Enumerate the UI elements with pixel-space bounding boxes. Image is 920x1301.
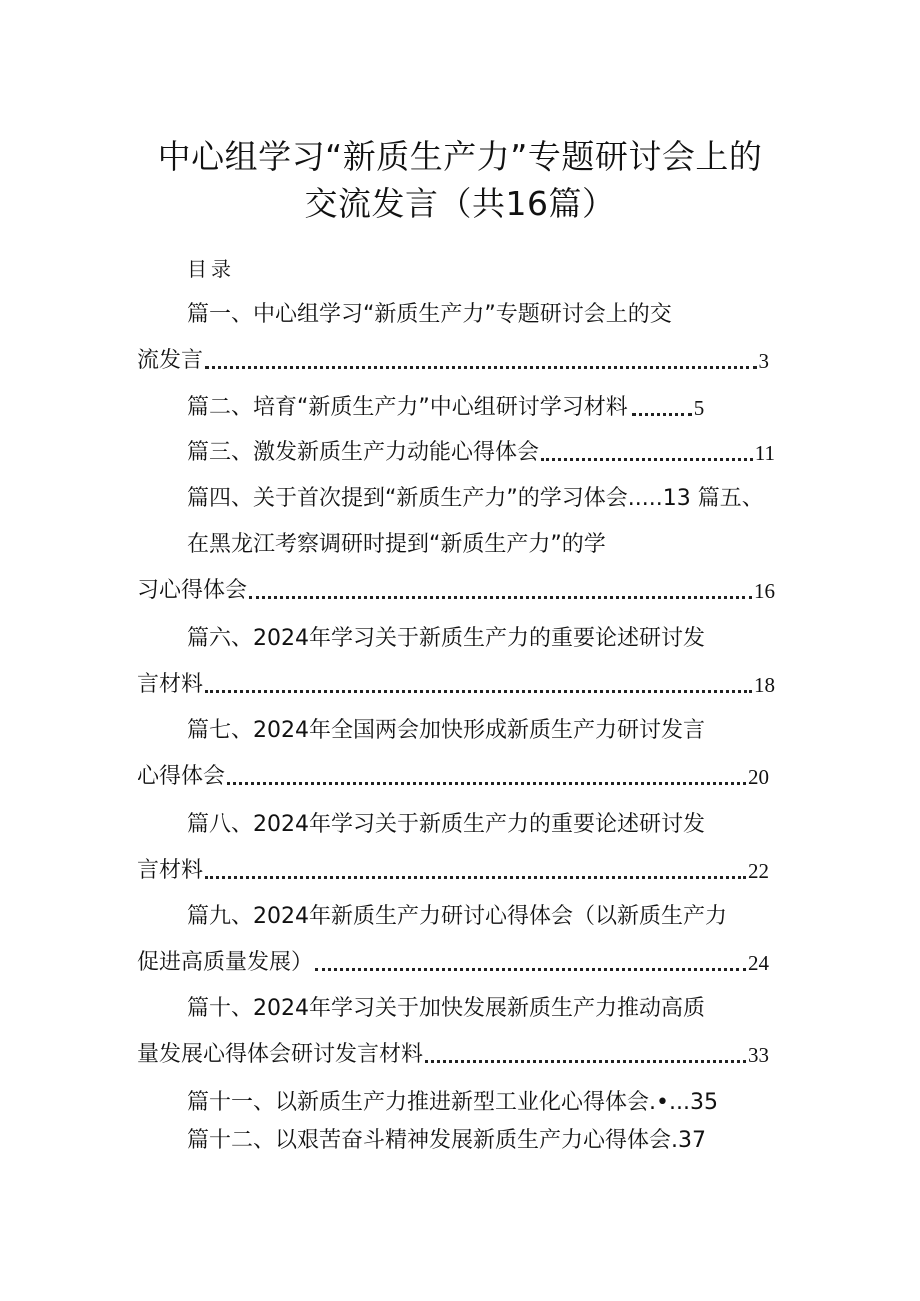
page-number: 16 xyxy=(754,579,775,603)
toc-entry-10-line-1: 篇十、2024年学习关于加快发展新质生产力推动高质 xyxy=(187,996,705,1021)
leader-dots xyxy=(425,1060,746,1063)
toc-entry-7-line-1: 篇七、2024年全国两会加快形成新质生产力研讨发言 xyxy=(187,718,705,743)
toc-entry-text: 言材料 xyxy=(137,672,204,697)
page-number: 33 xyxy=(748,1043,769,1067)
leader-dots xyxy=(205,876,746,879)
toc-entry-12: 篇十二、以艰苦奋斗精神发展新质生产力心得体会.37 xyxy=(187,1128,706,1153)
page-number: 22 xyxy=(748,859,769,883)
toc-entry-text: 心得体会 xyxy=(137,764,226,789)
toc-entry-8-line-1: 篇八、2024年学习关于新质生产力的重要论述研讨发 xyxy=(187,812,705,837)
leader-dots xyxy=(205,366,756,369)
leader-dots xyxy=(632,413,692,416)
toc-entry-text: 习心得体会 xyxy=(137,578,248,603)
toc-entry-text: 流发言 xyxy=(137,348,204,373)
document-title-line-1: 中心组学习“新质生产力”专题研讨会上的 xyxy=(157,137,763,176)
toc-entry-9-line-1: 篇九、2024年新质生产力研讨心得体会（以新质生产力 xyxy=(187,904,727,929)
leader-dots xyxy=(315,968,746,971)
toc-entry-4: 篇四、关于首次提到“新质生产力”的学习体会.....13 篇五、 xyxy=(187,486,764,511)
page-number: 20 xyxy=(748,765,769,789)
toc-entry-5-line-3 xyxy=(137,576,775,606)
toc-entry-7-line-2 xyxy=(137,762,769,792)
page-number: 18 xyxy=(754,673,775,697)
toc-entry-text: 量发展心得体会研讨发言材料 xyxy=(137,1042,424,1067)
toc-heading: 目录 xyxy=(187,257,235,281)
leader-dots xyxy=(249,596,752,599)
toc-entry-text: 言材料 xyxy=(137,858,204,883)
toc-entry-2 xyxy=(187,393,757,423)
toc-entry-1-line-2 xyxy=(137,346,769,376)
leader-dots xyxy=(205,690,752,693)
toc-entry-8-line-2 xyxy=(137,856,769,886)
page-number: 3 xyxy=(758,349,769,373)
page-number: 11 xyxy=(754,441,775,465)
toc-entry-text: 促进高质量发展） xyxy=(137,950,314,975)
page-number: 5 xyxy=(693,396,705,420)
toc-entry-11: 篇十一、以新质生产力推进新型工业化心得体会.•...35 xyxy=(187,1090,718,1115)
page-number: 24 xyxy=(748,951,769,975)
toc-entry-text: 篇二、培育“新质生产力”中心组研讨学习材料 xyxy=(187,395,628,420)
toc-entry-6-line-2 xyxy=(137,670,775,700)
document-title-line-2: 交流发言（共16篇） xyxy=(304,184,616,223)
toc-entry-3 xyxy=(187,438,775,468)
toc-entry-6-line-1: 篇六、2024年学习关于新质生产力的重要论述研讨发 xyxy=(187,626,705,651)
toc-entry-text: 篇三、激发新质生产力动能心得体会 xyxy=(187,440,540,465)
leader-dots xyxy=(227,782,746,785)
toc-entry-9-line-2 xyxy=(137,948,769,978)
leader-dots xyxy=(541,458,753,461)
toc-entry-10-line-2 xyxy=(137,1040,769,1070)
toc-entry-5-line-2: 在黑龙江考察调研时提到“新质生产力”的学 xyxy=(187,532,606,557)
toc-entry-1-line-1: 篇一、中心组学习“新质生产力”专题研讨会上的交 xyxy=(187,302,672,327)
